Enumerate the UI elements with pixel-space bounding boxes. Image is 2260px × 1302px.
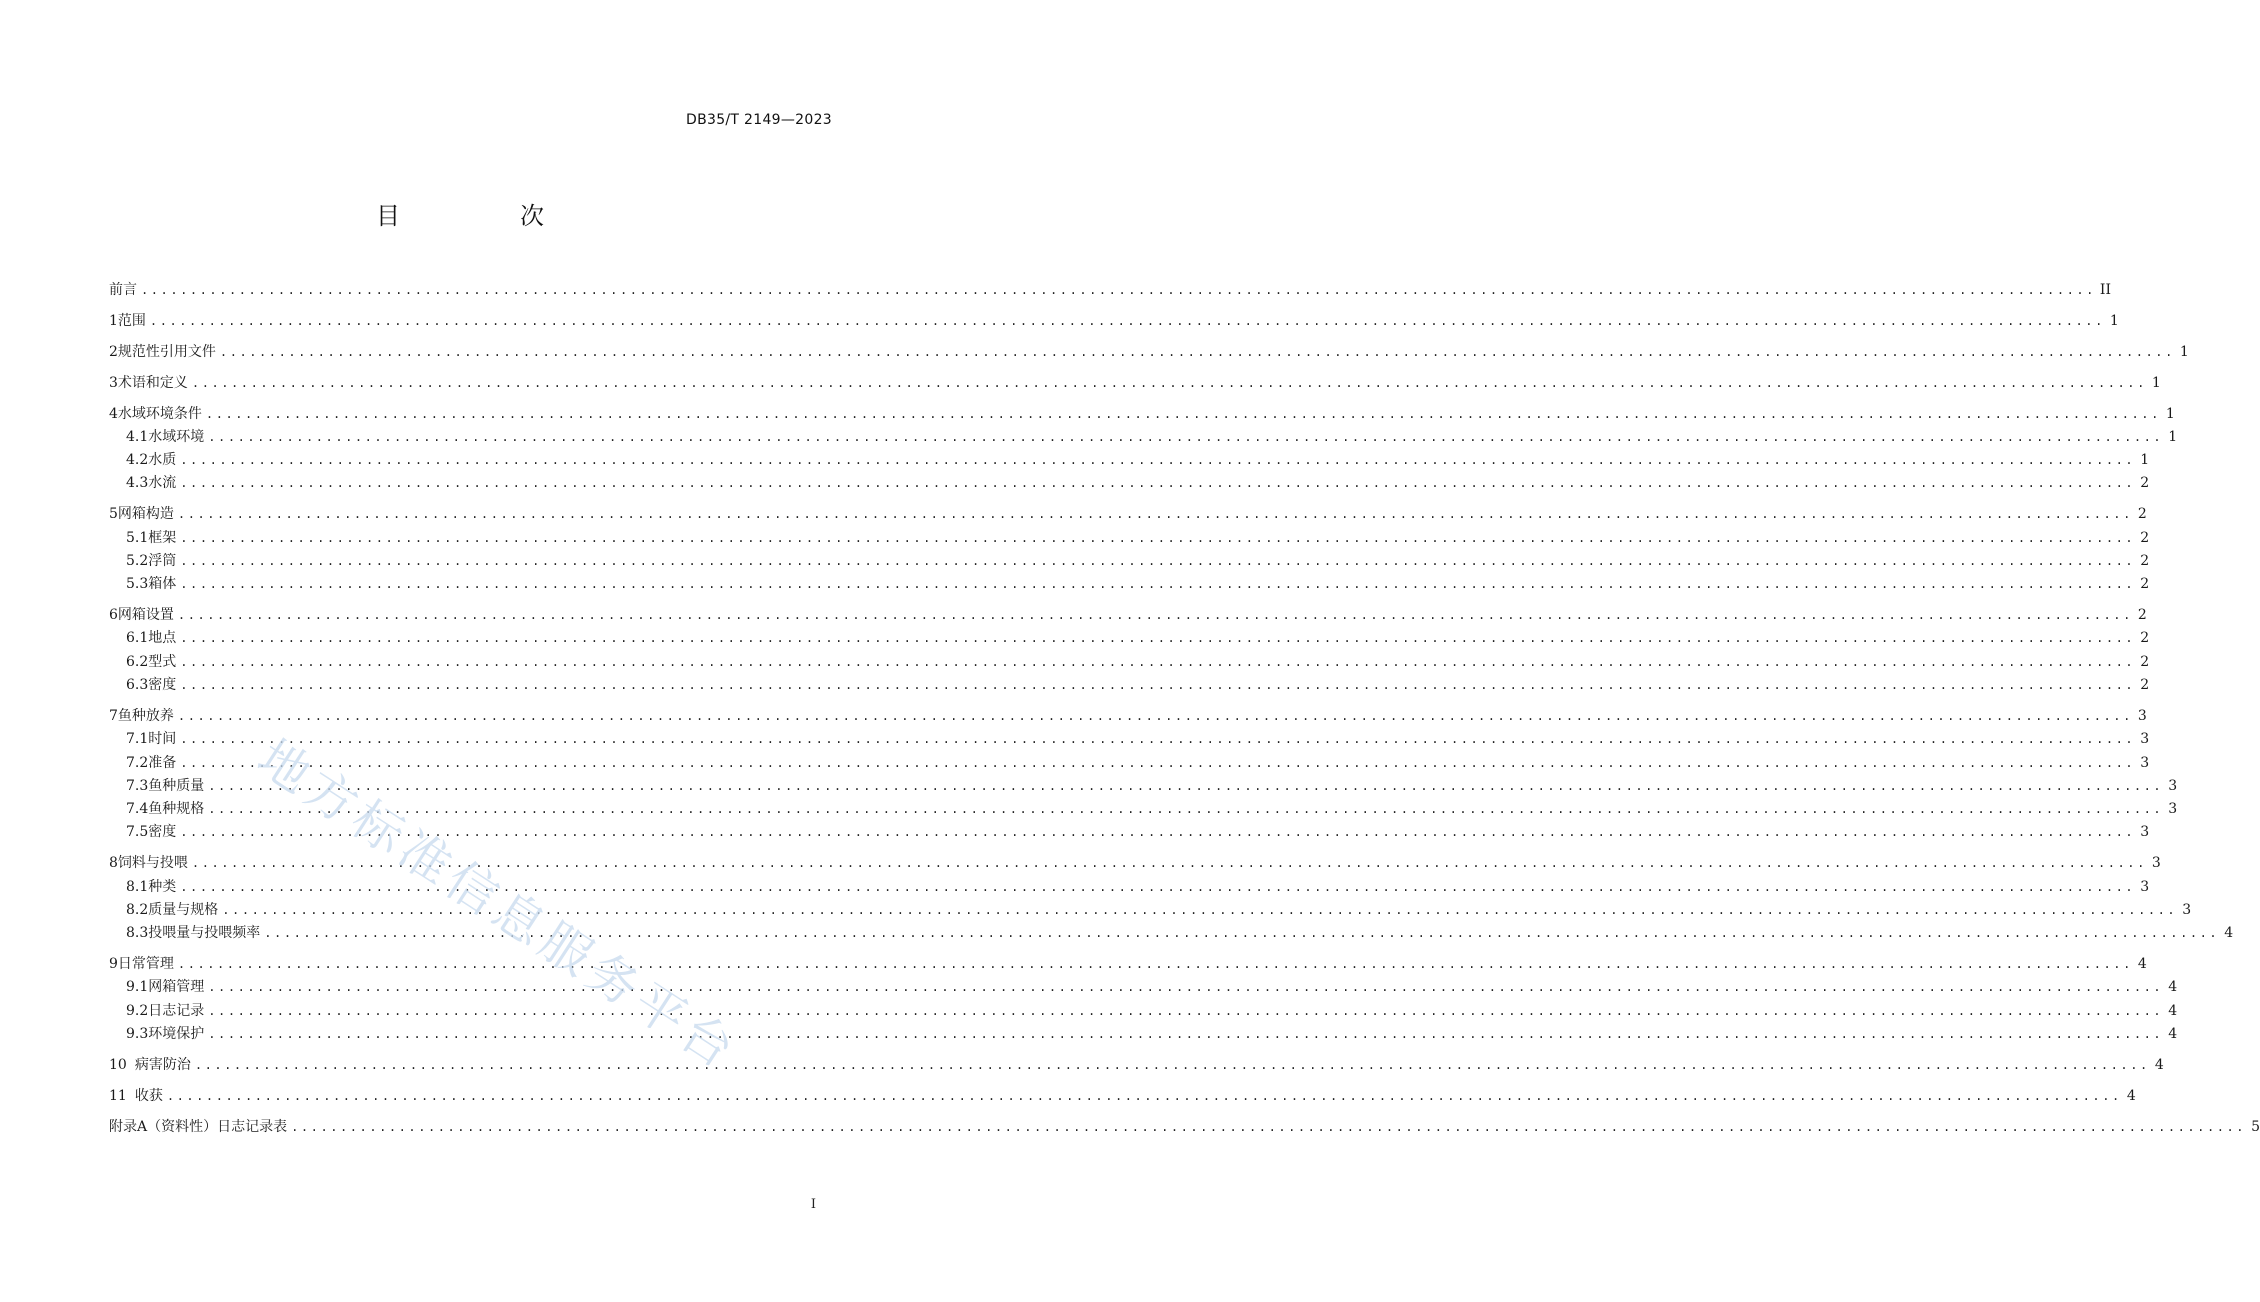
toc-page-number: 1 — [2179, 343, 2189, 360]
toc-entry-number: 9.3 — [126, 1025, 149, 1042]
toc-entry-number: 10 — [109, 1056, 127, 1073]
dot-leader: ........................................................................................................................................................................................................ — [222, 902, 2178, 917]
toc-entry-label: 日志记录 — [148, 1002, 205, 1019]
toc-entry-label: 收获 — [134, 1087, 163, 1104]
page-title: 目 次 — [376, 202, 592, 230]
toc-subentry[interactable] — [109, 899, 2192, 922]
toc-page-number: 3 — [2140, 731, 2150, 748]
toc-subentry[interactable] — [109, 472, 2150, 495]
toc-subentry[interactable] — [109, 1023, 2178, 1046]
toc-entry-label: 鱼种质量 — [148, 777, 205, 794]
toc-page-number: 2 — [2137, 607, 2147, 624]
toc-entry-label: 日常管理 — [117, 956, 174, 973]
toc-subentry[interactable] — [109, 821, 2150, 844]
dot-leader: ........................................................................................................................................................................................................ — [180, 879, 2136, 894]
toc-subentry[interactable] — [109, 651, 2150, 674]
toc-page-number: 1 — [2140, 452, 2150, 469]
toc-entry-label: 网箱构造 — [117, 506, 174, 523]
toc-entry-label: 投喂量与投喂频率 — [148, 925, 261, 942]
dot-leader: ........................................................................................................................................................................................................ — [149, 313, 2105, 328]
toc-entry[interactable] — [109, 1085, 2136, 1108]
toc-entry-label: 范围 — [117, 312, 146, 329]
dot-leader: ........................................................................................................................................................................................................ — [180, 553, 2136, 568]
toc-page-number: 4 — [2154, 1056, 2164, 1073]
toc-entry-label: 网箱管理 — [148, 979, 205, 996]
toc-page-number: 3 — [2168, 801, 2178, 818]
toc-entry-number: 4 — [109, 405, 118, 422]
toc-subentry[interactable] — [109, 426, 2178, 449]
toc-entry[interactable] — [109, 503, 2147, 526]
toc-subentry[interactable] — [109, 976, 2178, 999]
toc-subentry[interactable] — [109, 798, 2178, 821]
dot-leader: ........................................................................................................................................................................................................ — [180, 678, 2136, 693]
toc-entry-label: 准备 — [148, 754, 177, 771]
toc-page-number: 1 — [2168, 428, 2178, 445]
toc-page-number: 4 — [2126, 1087, 2136, 1104]
dot-leader: ........................................................................................................................................................................................................ — [177, 957, 2133, 972]
toc-entry[interactable] — [109, 403, 2175, 426]
toc-subentry[interactable] — [109, 674, 2150, 697]
toc-entry-number: 6.2 — [126, 653, 149, 670]
toc-entry-number: 9 — [109, 956, 118, 973]
toc-entry-number: 6.3 — [126, 677, 149, 694]
toc-entry[interactable] — [109, 1054, 2164, 1077]
toc-page-number: 3 — [2151, 855, 2161, 872]
dot-leader: ........................................................................................................................................................................................................ — [208, 429, 2164, 444]
toc-page-number: 2 — [2137, 506, 2147, 523]
toc-entry-number: 7 — [109, 707, 118, 724]
toc-entry-number: 8.3 — [126, 925, 149, 942]
dot-leader: ........................................................................................................................................................................................................ — [194, 1057, 2150, 1072]
dot-leader: ........................................................................................................................................................................................................ — [180, 631, 2136, 646]
dot-leader: ........................................................................................................................................................................................................ — [180, 530, 2136, 545]
toc-subentry[interactable] — [109, 573, 2150, 596]
dot-leader: ........................................................................................................................................................................................................ — [177, 708, 2133, 723]
toc-entry-number: 9.2 — [126, 1002, 149, 1019]
toc-entry-number: 7.2 — [126, 754, 149, 771]
toc-entry-label: 地点 — [148, 630, 177, 647]
toc-entry-number: 8.1 — [126, 878, 149, 895]
toc-page-number: 4 — [2168, 979, 2178, 996]
toc-entry-label: 密度 — [148, 677, 177, 694]
dot-leader: ........................................................................................................................................................................................................ — [291, 1119, 2247, 1134]
toc-page-number: 1 — [2151, 374, 2161, 391]
toc-entry-label: 网箱设置 — [117, 607, 174, 624]
dot-leader: ........................................................................................................................................................................................................ — [177, 608, 2133, 623]
toc-entry[interactable] — [109, 372, 2161, 395]
toc-entry-number: 1 — [109, 312, 118, 329]
dot-leader: ........................................................................................................................................................................................................ — [219, 344, 2175, 359]
dot-leader: ........................................................................................................................................................................................................ — [208, 778, 2164, 793]
toc-page-number: 2 — [2140, 529, 2150, 546]
toc-entry-label: 病害防治 — [134, 1056, 191, 1073]
dot-leader: ........................................................................................................................................................................................................ — [177, 507, 2133, 522]
toc-page-number: 3 — [2137, 707, 2147, 724]
toc-page-number: 1 — [2165, 405, 2175, 422]
document-code: DB35/T 2149—2023 — [686, 112, 832, 128]
toc-entry[interactable] — [109, 604, 2147, 627]
toc-page-number: 2 — [2140, 576, 2150, 593]
toc-entry-label: 箱体 — [148, 576, 177, 593]
toc-entry[interactable] — [109, 279, 2111, 302]
toc-page-number: 2 — [2140, 552, 2150, 569]
dot-leader: ........................................................................................................................................................................................................ — [191, 375, 2147, 390]
toc-entry-label: 种类 — [148, 878, 177, 895]
toc-page-number: 3 — [2140, 824, 2150, 841]
toc-subentry[interactable] — [109, 449, 2150, 472]
toc-entry-number: 2 — [109, 343, 118, 360]
toc-page-number: 4 — [2168, 1025, 2178, 1042]
toc-entry[interactable] — [109, 953, 2147, 976]
toc-subentry[interactable] — [109, 550, 2150, 573]
toc-page-number: 3 — [2140, 878, 2150, 895]
dot-leader: ........................................................................................................................................................................................................ — [208, 980, 2164, 995]
toc-entry-label: 型式 — [148, 653, 177, 670]
toc-entry-label: 水质 — [148, 452, 177, 469]
toc-entry-label: 浮筒 — [148, 552, 177, 569]
toc-page-number: 2 — [2140, 630, 2150, 647]
toc-subentry[interactable] — [109, 627, 2150, 650]
dot-leader: ........................................................................................................................................................................................................ — [208, 1026, 2164, 1041]
toc-page-number: 2 — [2140, 677, 2150, 694]
toc-subentry[interactable] — [109, 876, 2150, 899]
toc-page-number: 2 — [2140, 475, 2150, 492]
toc-entry-label: 环境保护 — [148, 1025, 205, 1042]
watermark-text: 地方标准信息服务平台 — [247, 728, 749, 1083]
toc-subentry[interactable] — [109, 922, 2234, 945]
toc-page-number: 4 — [2168, 1002, 2178, 1019]
dot-leader: ........................................................................................................................................................................................................ — [264, 926, 2220, 941]
toc-page-number: 3 — [2140, 754, 2150, 771]
toc-entry-number: 3 — [109, 374, 118, 391]
toc-subentry[interactable] — [109, 1000, 2178, 1023]
toc-page-number: 1 — [2109, 312, 2119, 329]
toc-entry[interactable] — [109, 705, 2147, 728]
toc-page-number: 4 — [2137, 956, 2147, 973]
toc-entry-number: 4.2 — [126, 452, 149, 469]
toc-entry-label: 日志记录表 — [217, 1118, 288, 1135]
toc-entry-number: 8 — [109, 855, 118, 872]
dot-leader: ........................................................................................................................................................................................................ — [180, 654, 2136, 669]
toc-entry-label: 术语和定义 — [117, 374, 188, 391]
dot-leader: ........................................................................................................................................................................................................ — [208, 802, 2164, 817]
toc-entry-number: 6 — [109, 607, 118, 624]
toc-entry-label: 鱼种放养 — [117, 707, 174, 724]
toc-entry-number: 7.5 — [126, 824, 149, 841]
toc-entry-number: 8.2 — [126, 901, 149, 918]
toc-entry-number: 4.3 — [126, 475, 149, 492]
toc-subentry[interactable] — [109, 775, 2178, 798]
toc-entry-number: 4.1 — [126, 428, 149, 445]
toc-entry-number: 7.4 — [126, 801, 149, 818]
toc-entry[interactable] — [109, 852, 2161, 875]
toc-subentry[interactable] — [109, 728, 2150, 751]
dot-leader: ........................................................................................................................................................................................................ — [180, 476, 2136, 491]
toc-entry[interactable] — [109, 310, 2119, 333]
dot-leader: ........................................................................................................................................................................................................ — [205, 406, 2161, 421]
toc-entry-number: 5.1 — [126, 529, 149, 546]
toc-entry-label: 水域环境 — [148, 428, 205, 445]
toc-entry-number: 附录A（资料性） — [109, 1118, 218, 1135]
toc-entry-number: 7.1 — [126, 731, 149, 748]
toc-entry-label: 前言 — [109, 282, 137, 298]
toc-entry-number: 7.3 — [126, 777, 149, 794]
dot-leader: ........................................................................................................................................................................................................ — [208, 1003, 2164, 1018]
toc-entry-label: 框架 — [148, 529, 177, 546]
dot-leader: ........................................................................................................................................................................................................ — [166, 1088, 2122, 1103]
toc-entry-label: 鱼种规格 — [148, 801, 205, 818]
toc-entry-label: 密度 — [148, 824, 177, 841]
toc-entry-label: 规范性引用文件 — [117, 343, 216, 360]
toc-entry-label: 饲料与投喂 — [117, 855, 188, 872]
dot-leader: ........................................................................................................................................................................................................ — [191, 856, 2147, 871]
toc-entry-number: 5 — [109, 506, 118, 523]
dot-leader: ........................................................................................................................................................................................................ — [180, 825, 2136, 840]
toc-subentry[interactable] — [109, 752, 2150, 775]
toc-page-number: II — [2099, 282, 2111, 298]
dot-leader: ........................................................................................................................................................................................................ — [180, 732, 2136, 747]
toc-page-number: 3 — [2168, 777, 2178, 794]
toc-entry-number: 5.3 — [126, 576, 149, 593]
dot-leader: ........................................................................................................................................................................................................ — [180, 577, 2136, 592]
toc-page-number: 4 — [2224, 925, 2234, 942]
toc-entry-label: 质量与规格 — [148, 901, 219, 918]
toc-entry-number: 5.2 — [126, 552, 149, 569]
table-of-contents — [109, 279, 2260, 1139]
toc-entry-label: 时间 — [148, 731, 177, 748]
toc-entry-number: 6.1 — [126, 630, 149, 647]
dot-leader: ........................................................................................................................................................................................................ — [180, 755, 2136, 770]
toc-page-number: 3 — [2182, 901, 2192, 918]
toc-entry[interactable] — [109, 1116, 2260, 1139]
toc-entry-number: 11 — [109, 1087, 127, 1104]
toc-page-number: 2 — [2140, 653, 2150, 670]
toc-subentry[interactable] — [109, 527, 2150, 550]
page-number: I — [810, 1197, 816, 1212]
dot-leader: ........................................................................................................................................................................................................ — [141, 283, 2096, 297]
toc-entry-number: 9.1 — [126, 979, 149, 996]
toc-entry-label: 水域环境条件 — [117, 405, 202, 422]
toc-entry[interactable] — [109, 341, 2189, 364]
toc-page-number: 5 — [2251, 1118, 2260, 1135]
toc-entry-label: 水流 — [148, 475, 177, 492]
dot-leader: ........................................................................................................................................................................................................ — [180, 453, 2136, 468]
